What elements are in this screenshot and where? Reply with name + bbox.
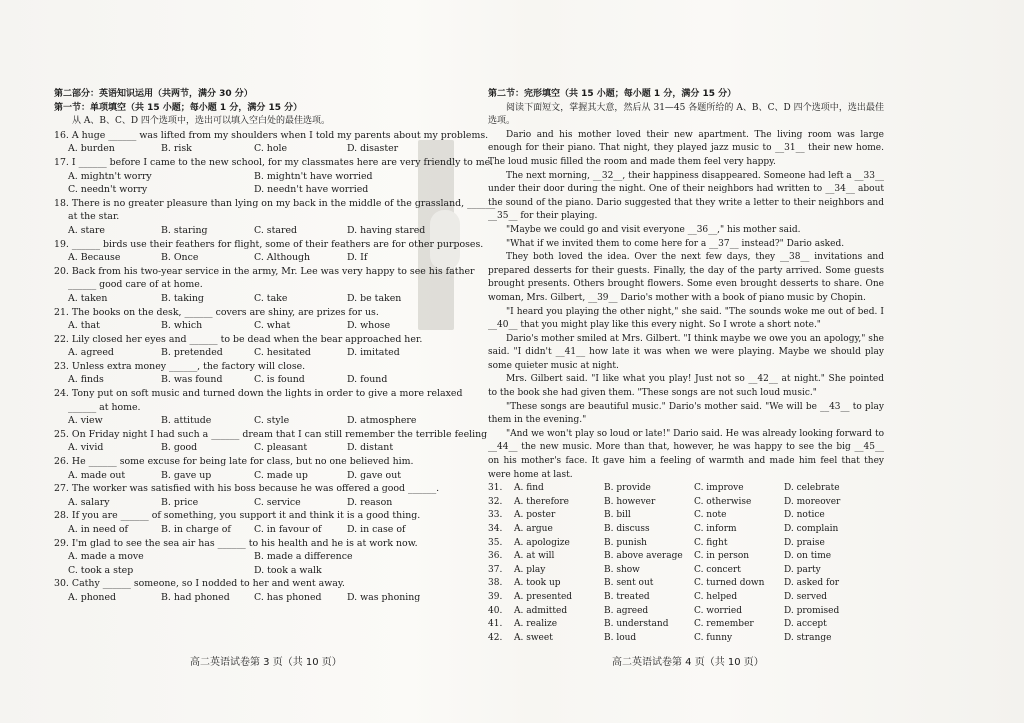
cloze-instruction: 阅读下面短文，掌握其大意，然后从 31—45 各题所给的 A、B、C、D 四个选项中，选出最佳选项。 — [488, 102, 884, 127]
option: A. realize — [514, 619, 558, 630]
option: D. needn't have worried — [254, 184, 369, 196]
passage-paragraph: "These songs are beautiful music." Dario's mother said. "We will be __43__ to play them in the evening." — [488, 401, 884, 426]
option: C. needn't worry — [68, 184, 148, 196]
option: B. gave up — [161, 469, 212, 481]
option-row — [54, 251, 454, 265]
answer-row — [488, 537, 884, 551]
option: C. stared — [254, 224, 297, 236]
option: A. play — [514, 564, 546, 575]
option: B. good — [161, 442, 198, 454]
option: D. on time — [784, 551, 832, 562]
question-number: 35. — [488, 537, 503, 548]
option: D. party — [784, 564, 821, 575]
option: B. mightn't have worried — [254, 170, 373, 182]
option: A. apologize — [514, 537, 570, 548]
option: D. imitated — [347, 347, 400, 359]
option: D. strange — [784, 632, 832, 643]
option: A. phoned — [68, 591, 117, 603]
answer-row — [488, 564, 884, 578]
question-stem: 28. If you are ______ of something, you support it and think it is a good thing. — [54, 510, 421, 522]
option: B. treated — [604, 591, 650, 602]
question-number: 38. — [488, 578, 503, 589]
option: B. punish — [604, 537, 647, 548]
question-stem: 27. The worker was satisfied with his boss because he was offered a good ______. — [54, 483, 440, 495]
option: C. concert — [694, 564, 741, 575]
option: B. price — [161, 496, 199, 508]
option: D. found — [347, 374, 388, 386]
option: D. took a walk — [254, 564, 322, 576]
option: B. made a difference — [254, 551, 353, 563]
option: A. taken — [68, 292, 108, 304]
option: A. argue — [514, 524, 553, 534]
option: B. bill — [604, 510, 631, 521]
passage-paragraph: "What if we invited them to come here for a __37__ instead?" Dario asked. — [506, 238, 845, 249]
option: B. understand — [604, 619, 669, 630]
option: C. take — [254, 292, 288, 304]
option: C. funny — [694, 632, 733, 643]
option: C. note — [694, 510, 727, 521]
question-number: 39. — [488, 591, 503, 602]
instruction: 从 A、B、C、D 四个选项中，选出可以填入空白处的最佳选项。 — [72, 116, 330, 127]
option: D. praise — [784, 537, 825, 548]
option: D. celebrate — [784, 483, 840, 494]
option: A. mightn't worry — [68, 170, 152, 182]
question-number: 41. — [488, 619, 503, 630]
question-stem: 26. He ______ some excuse for being late for class, but no one believed him. — [54, 456, 414, 468]
option: C. hole — [254, 143, 288, 155]
option: D. served — [784, 591, 828, 602]
passage-paragraph: Mrs. Gilbert said. "I like what you play! Just not so __42__ at night." She pointed to the book she had given them. "These songs are not such loud music." — [488, 374, 884, 399]
option: C. improve — [694, 483, 744, 494]
option: B. in charge of — [161, 524, 231, 535]
option: C. hesitated — [254, 347, 311, 359]
question-number: 40. — [488, 605, 503, 616]
section-header: 第二部分：英语知识运用（共两节，满分 30 分） — [54, 89, 253, 99]
answer-row — [488, 605, 884, 619]
question-stem: 21. The books on the desk, ______ covers are shiny, are prizes for us. — [54, 306, 379, 318]
page-footer-right: 高二英语试卷第 4 页（共 10 页） — [612, 657, 764, 668]
option: C. in person — [694, 551, 750, 562]
passage-paragraph: They both loved the idea. Over the next few days, they __38__ invitations and prepared desserts for their guests. Finally, the day of the party arrived. Some guests brought presents. Others brought flowers. Some even brought desserts to share. One woman, Mrs. Gilbert, __39__ Dario's mother with a book of piano music by Chopin. — [488, 252, 884, 303]
option: B. above average — [604, 551, 683, 562]
option-row — [54, 142, 454, 156]
question-number: 42. — [488, 632, 503, 643]
option: D. gave out — [347, 469, 402, 481]
option: C. pleasant — [254, 442, 308, 454]
option-row — [54, 591, 454, 605]
answer-row — [488, 496, 884, 510]
question-stem-continued: at the star. — [68, 211, 120, 223]
question-stem: 18. There is no greater pleasure than lying on my back in the middle of the grassland, ______ — [54, 197, 496, 209]
option: D. complain — [784, 524, 839, 534]
option: D. promised — [784, 605, 840, 616]
option: D. asked for — [784, 578, 840, 589]
question-stem: 25. On Friday night I had such a ______ dream that I can still remember the terrible feeling — [54, 428, 488, 440]
question-number: 32. — [488, 496, 503, 507]
option: C. fight — [694, 537, 728, 548]
option: B. was found — [161, 374, 223, 386]
cloze-options — [488, 482, 884, 645]
option: A. therefore — [514, 496, 569, 507]
passage-paragraph: "I heard you playing the other night," she said. "The sounds woke me out of bed. I __40__ that you might play like this every night. So I wrote a short note." — [488, 306, 884, 331]
option: B. Once — [161, 252, 199, 264]
option: C. has phoned — [254, 591, 322, 603]
option: B. however — [604, 496, 656, 507]
option-row — [54, 292, 454, 306]
option: B. pretended — [161, 347, 223, 359]
question-stem: 22. Lily closed her eyes and ______ to be dead when the bear approached her. — [54, 333, 423, 345]
option: B. agreed — [604, 605, 649, 616]
option: A. vivid — [68, 442, 104, 454]
option: C. style — [254, 415, 290, 427]
option: D. If — [347, 252, 368, 264]
option-row — [54, 523, 454, 537]
cloze-passage — [488, 129, 884, 482]
question-stem-continued: ______ at home. — [68, 401, 141, 413]
option: B. sent out — [604, 578, 654, 589]
option: C. Although — [254, 252, 311, 264]
option: C. worried — [694, 605, 742, 616]
option: D. atmosphere — [347, 415, 417, 427]
option: A. salary — [68, 496, 110, 508]
answer-row — [488, 550, 884, 564]
passage-paragraph: Dario and his mother loved their new apartment. The living room was large enough for their piano. That night, they played jazz music to __31__ their new home. The loud music filled the room and made them feel very happy. — [488, 129, 884, 167]
option: A. at will — [514, 551, 555, 562]
option-row — [54, 183, 454, 197]
option-row — [54, 319, 454, 333]
option: D. in case of — [347, 524, 406, 535]
passage-paragraph: The next morning, __32__, their happiness disappeared. Someone had left a __33__ under their door during the night. One of their neighbors had written to __34__ about the sound of the piano. Dario suggested that they write a letter to their neighbors and __35__ for their playing. — [488, 170, 884, 222]
option: A. find — [514, 483, 544, 494]
option: B. discuss — [604, 524, 650, 534]
option: C. service — [254, 496, 301, 508]
option: C. helped — [694, 591, 738, 602]
option: C. is found — [254, 374, 305, 386]
option: C. what — [254, 320, 291, 332]
answer-row — [488, 618, 884, 632]
question-number: 31. — [488, 483, 503, 494]
option: D. reason — [347, 496, 393, 508]
option-row — [54, 441, 454, 455]
option: A. that — [68, 320, 100, 332]
question-stem: 17. I ______ before I came to the new school, for my classmates here are very friendly to me. — [54, 156, 494, 168]
option: A. admitted — [514, 605, 568, 616]
option: B. taking — [161, 292, 204, 304]
option: A. stare — [68, 224, 105, 236]
question-stem: 29. I'm glad to see the sea air has ______ to his health and he is at work now. — [54, 537, 418, 549]
passage-paragraph: "And we won't play so loud or late!" Dario said. He was already looking forward to __44__ the new music. More than that, however, he was happy to see the big __45__ on his mother's face. It gave him a feeling of warmth and made him feel that they were home at last. — [488, 428, 884, 480]
option-row — [54, 564, 454, 578]
option: B. attitude — [161, 415, 212, 427]
option: A. made a move — [68, 551, 144, 563]
subsection-header: 第一节：单项填空（共 15 小题；每小题 1 分，满分 15 分） — [54, 102, 303, 113]
option-row — [54, 414, 454, 428]
passage-paragraph: "Maybe we could go and visit everyone __36__," his mother said. — [506, 224, 801, 235]
option-row — [54, 346, 454, 360]
option-row — [54, 496, 454, 510]
option-row — [54, 224, 454, 238]
question-stem: 20. Back from his two-year service in the army, Mr. Lee was very happy to see his father — [54, 265, 475, 277]
answer-row — [488, 523, 884, 537]
answer-row — [488, 632, 884, 646]
option: B. staring — [161, 224, 208, 236]
option: B. show — [604, 564, 640, 575]
cloze-header: 第二节：完形填空（共 15 小题；每小题 1 分，满分 15 分） — [488, 89, 737, 99]
question-stem-continued: ______ good care of at home. — [68, 279, 203, 291]
option-row — [54, 373, 454, 387]
option: B. loud — [604, 632, 637, 643]
answer-row — [488, 509, 884, 523]
option: B. which — [161, 320, 203, 332]
option: A. agreed — [68, 347, 114, 359]
right-page — [488, 88, 884, 645]
option: C. otherwise — [694, 496, 752, 507]
question-number: 34. — [488, 524, 503, 534]
option: A. presented — [514, 591, 573, 602]
option: D. distant — [347, 442, 394, 454]
option: A. in need of — [68, 524, 128, 535]
option: B. risk — [161, 143, 192, 155]
question-number: 37. — [488, 564, 503, 575]
option: D. moreover — [784, 496, 841, 507]
option: A. burden — [68, 143, 115, 155]
answer-row — [488, 577, 884, 591]
option: C. turned down — [694, 578, 765, 589]
option: A. made out — [68, 469, 126, 481]
question-number: 36. — [488, 551, 503, 562]
question-stem: 23. Unless extra money ______, the factory will close. — [54, 360, 306, 372]
option: A. poster — [514, 510, 556, 521]
question-stem: 19. ______ birds use their feathers for flight, some of their feathers are for other purposes. — [54, 238, 484, 250]
option: B. had phoned — [161, 591, 230, 603]
option: A. took up — [514, 578, 561, 589]
option: D. accept — [784, 619, 827, 630]
option-row — [54, 170, 454, 184]
option-row — [54, 469, 454, 483]
option: D. notice — [784, 510, 825, 521]
option: D. was phoning — [347, 591, 421, 603]
option: A. finds — [68, 374, 104, 386]
page-footer-left: 高二英语试卷第 3 页（共 10 页） — [190, 657, 342, 668]
option: D. whose — [347, 320, 391, 332]
option: C. in favour of — [254, 524, 322, 535]
option: C. remember — [694, 619, 754, 630]
option: A. sweet — [514, 632, 553, 643]
option-row — [54, 550, 454, 564]
option: B. provide — [604, 483, 651, 494]
option: C. took a step — [68, 564, 134, 576]
question-stem: 24. Tony put on soft music and turned down the lights in order to give a more relaxed — [54, 388, 463, 400]
question-stem: 16. A huge ______ was lifted from my shoulders when I told my parents about my problems. — [54, 129, 489, 141]
option: D. disaster — [347, 143, 399, 155]
option: A. Because — [68, 252, 121, 264]
option: C. made up — [254, 469, 308, 481]
question-number: 33. — [488, 510, 503, 521]
question-stem: 30. Cathy ______ someone, so I nodded to her and went away. — [54, 578, 345, 590]
passage-paragraph: Dario's mother smiled at Mrs. Gilbert. "I think maybe we owe you an apology," she said. "I didn't __41__ how late it was when we were playing. Maybe we should play some quieter music at night. — [488, 333, 884, 371]
answer-row — [488, 482, 884, 496]
option: D. be taken — [347, 292, 402, 304]
answer-row — [488, 591, 884, 605]
option: A. view — [68, 415, 103, 427]
option: D. having stared — [347, 224, 426, 236]
option: C. inform — [694, 524, 737, 534]
